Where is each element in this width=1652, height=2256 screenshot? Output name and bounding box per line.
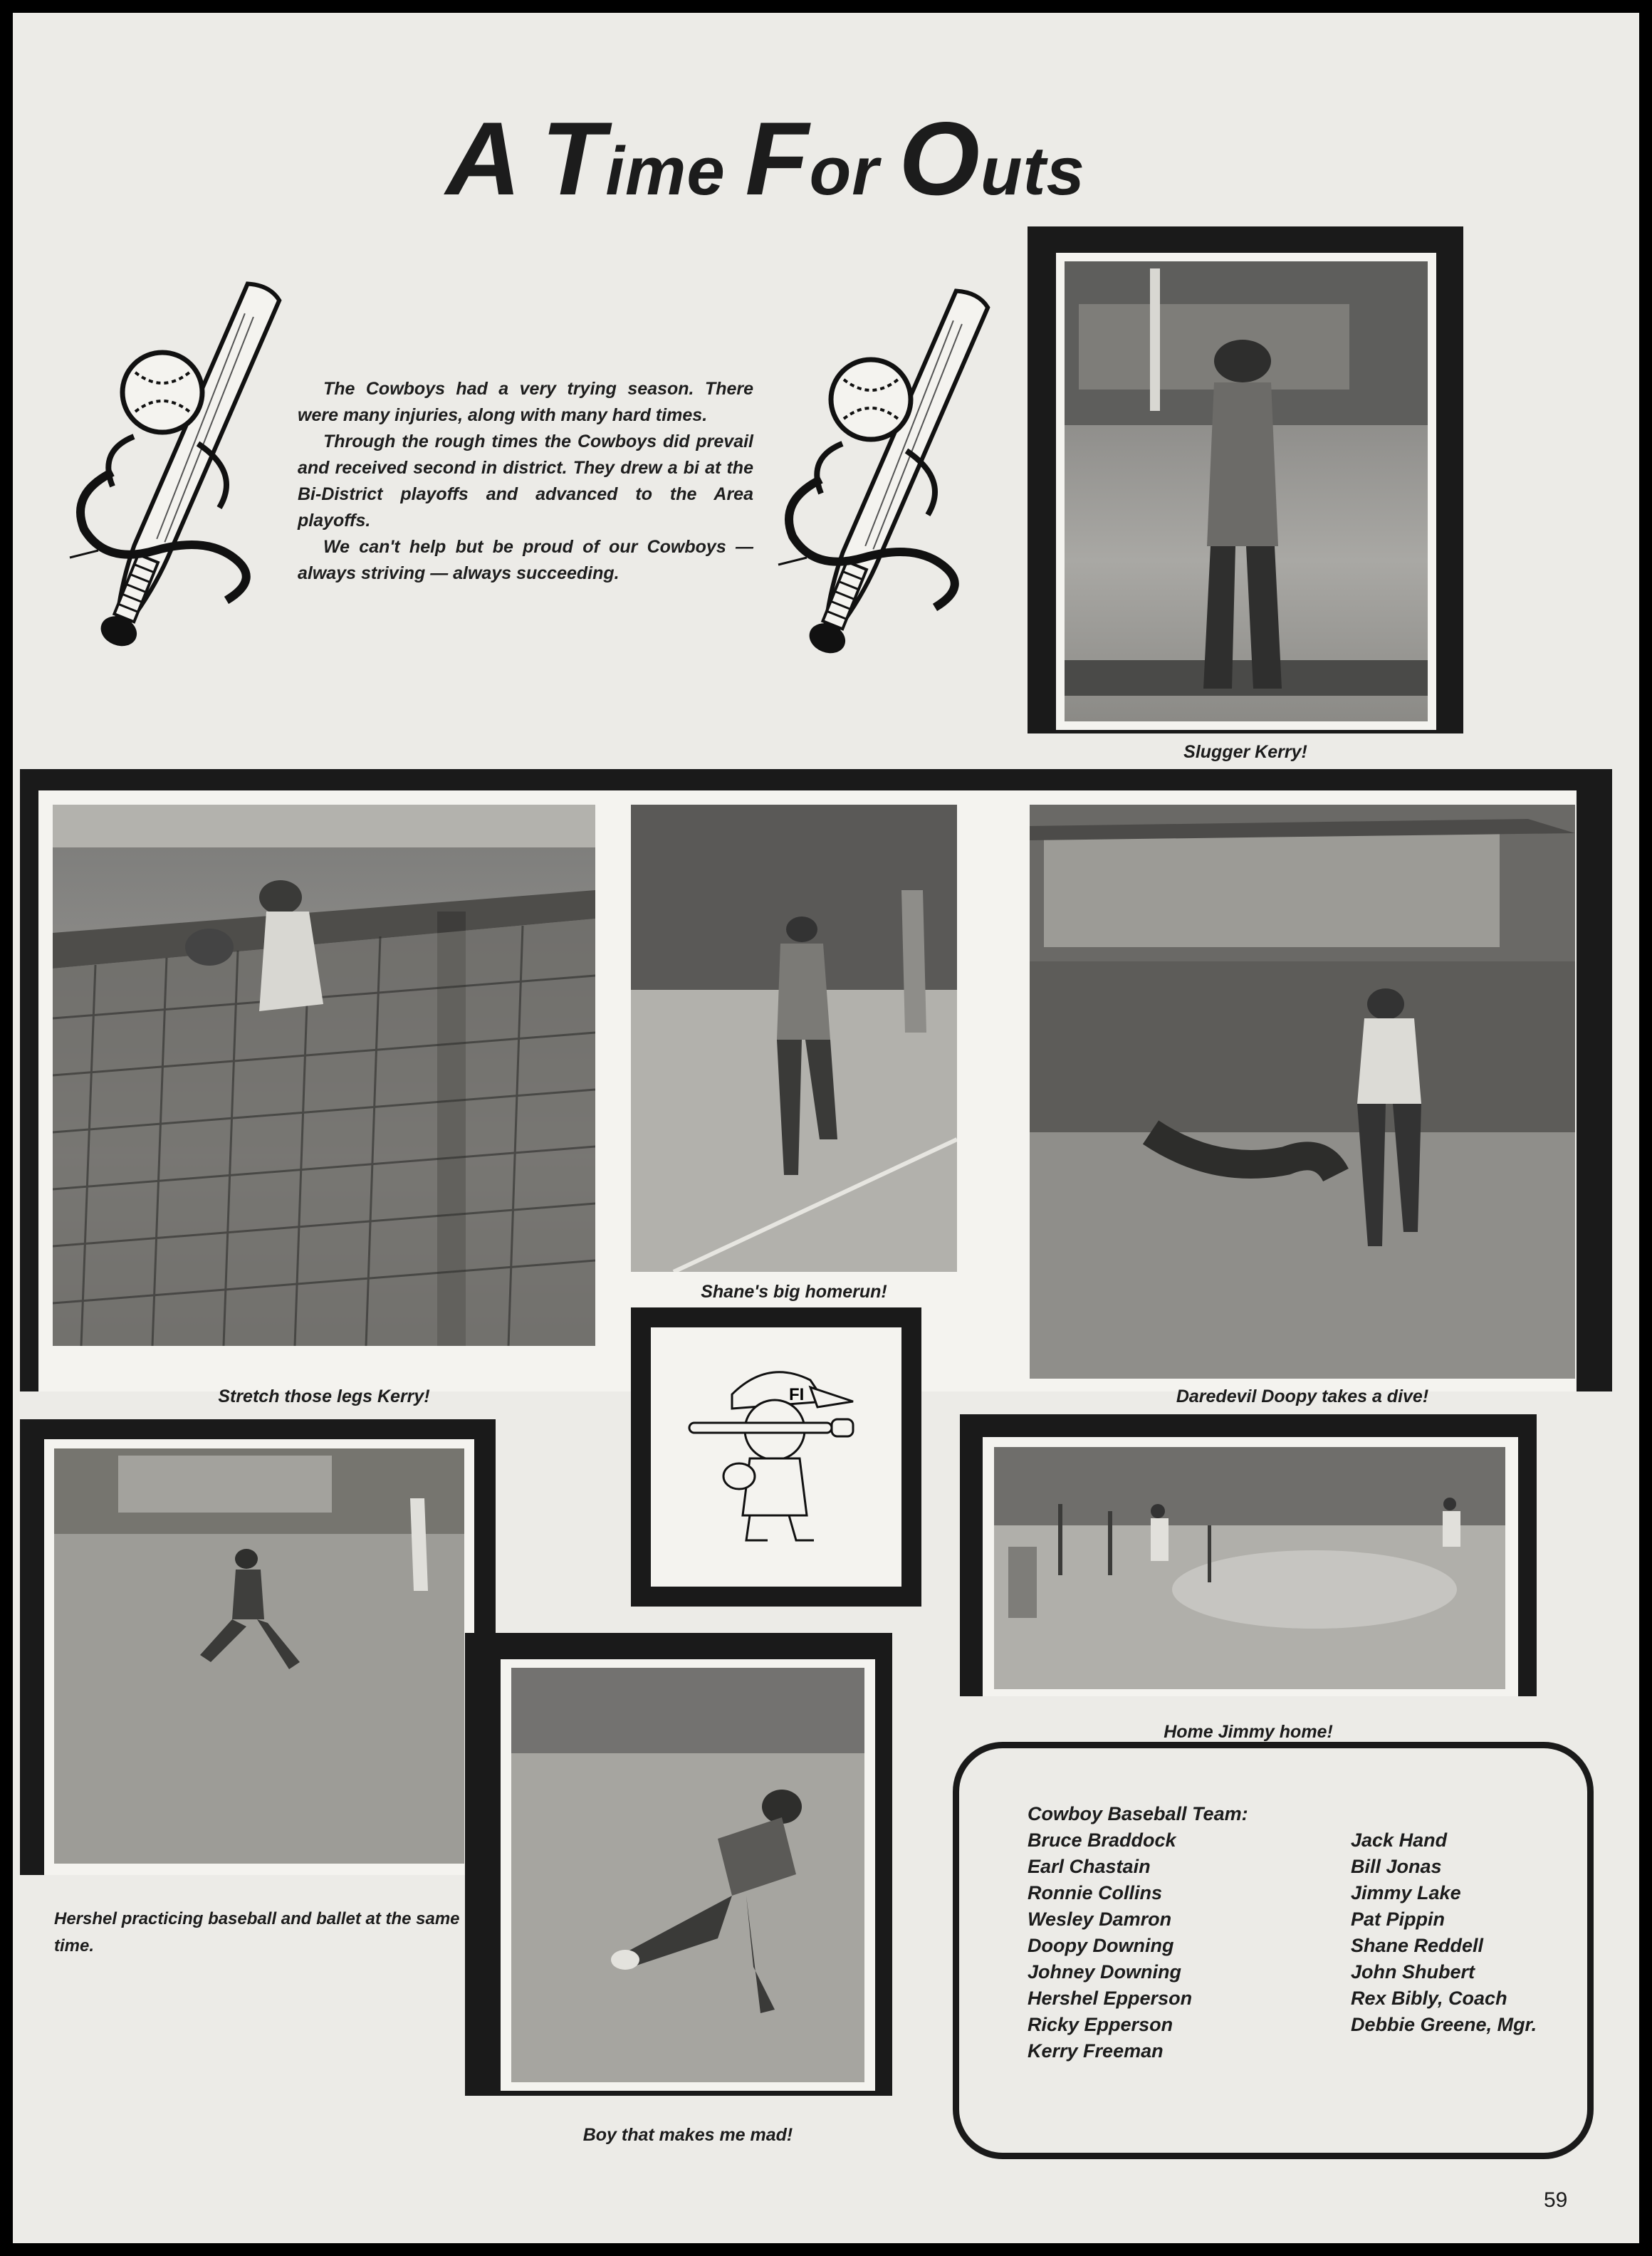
roster-column-1: [1028, 1801, 1248, 2064]
roster-name: Bruce Braddock: [1028, 1829, 1176, 1851]
photo-caption: Slugger Kerry!: [1183, 742, 1307, 762]
svg-text:FI: FI: [789, 1385, 805, 1404]
intro-text: [298, 376, 753, 587]
intro-paragraph: We can't help but be proud of our Cowboys — always striving — always succeeding.: [298, 537, 753, 583]
baseball-mascot-icon: [682, 1352, 870, 1558]
photo-stretch: [53, 805, 595, 1346]
photo-caption: Hershel practicing baseball and ballet at the same time.: [54, 1909, 460, 1955]
roster-name: Pat Pippin: [1351, 1908, 1446, 1930]
roster-name: Doopy Downing: [1028, 1935, 1174, 1956]
photo-shane: [631, 805, 957, 1272]
photo-caption: Home Jimmy home!: [1164, 1722, 1333, 1742]
roster-name: Johney Downing: [1028, 1961, 1181, 1983]
roster-name: Earl Chastain: [1028, 1856, 1151, 1877]
page-number: 59: [1544, 2188, 1568, 2212]
intro-paragraph: Through the rough times the Cowboys did prevail and received second in district. They drew a bi at the Bi-District playoffs and advanced to the Area playoffs.: [298, 432, 753, 531]
photo-caption: Daredevil Doopy takes a dive!: [1176, 1386, 1429, 1406]
photo-jimmy: [994, 1447, 1505, 1689]
roster-name: Jack Hand: [1351, 1829, 1448, 1851]
roster-name: Debbie Greene, Mgr.: [1351, 2014, 1537, 2035]
roster-name: Rex Bibly, Coach: [1351, 1988, 1507, 2009]
intro-paragraph: The Cowboys had a very trying season. There were many injuries, along with many hard times.: [298, 379, 753, 425]
yearbook-page: [13, 13, 1639, 2243]
roster-name: Kerry Freeman: [1028, 2040, 1164, 2062]
photo-slugger: [1065, 261, 1428, 721]
roster-name: Bill Jonas: [1351, 1856, 1442, 1877]
roster-name: Hershel Epperson: [1028, 1988, 1193, 2009]
baseball-bat-icon: [764, 266, 1013, 707]
baseball-bat-icon: [56, 258, 305, 700]
photo-doopy: [1030, 805, 1575, 1379]
roster-name: Ricky Epperson: [1028, 2014, 1173, 2035]
roster-name: John Shubert: [1351, 1961, 1475, 1983]
page-title: A Time For Outs: [446, 100, 1085, 216]
roster-column-2: [1351, 1827, 1537, 2038]
photo-hershel: [54, 1448, 464, 1864]
roster-name: Ronnie Collins: [1028, 1882, 1162, 1904]
photo-caption: Shane's big homerun!: [701, 1282, 887, 1302]
photo-mad: [511, 1668, 864, 2082]
roster-name: Shane Reddell: [1351, 1935, 1484, 1956]
roster-name: Wesley Damron: [1028, 1908, 1172, 1930]
photo-caption: Boy that makes me mad!: [582, 2125, 793, 2145]
team-roster: [953, 1742, 1594, 2159]
roster-heading: Cowboy Baseball Team:: [1028, 1803, 1248, 1824]
photo-caption: Stretch those legs Kerry!: [218, 1386, 430, 1406]
roster-name: Jimmy Lake: [1351, 1882, 1461, 1904]
